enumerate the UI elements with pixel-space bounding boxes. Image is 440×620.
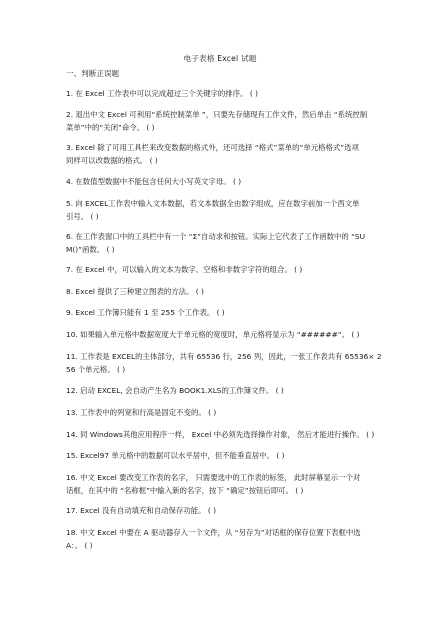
question-item (66, 450, 384, 463)
question-line: 10. 如果输入单元格中数据宽度大于单元格的宽度时，单元格将显示为 “######”。 ( ) (66, 330, 360, 339)
question-line: 13. 工作表中的列宽和行高是固定不变的。 ( ) (66, 408, 217, 417)
question-item (66, 472, 384, 497)
question-item (66, 176, 384, 189)
question-line: 6. 在工作表窗口中的工具栏中有一个 “Σ”自动求和按钮。实际上它代表了工作函数中的 “SU (66, 232, 366, 241)
question-line: 14. 同 Windows其他应用程序一样， Excel 中必须先选择操作对象， 然后才能进行操作。 ( ) (66, 430, 375, 439)
question-item (66, 429, 384, 442)
question-line: 话框，在其中的 “名称框”中输入新的名字，按下 “确定”按钮后即可。 ( ) (66, 485, 304, 495)
question-item (66, 264, 384, 277)
question-line: 56 个单元格。 ( ) (66, 364, 126, 374)
question-item (66, 198, 384, 223)
question-item (66, 505, 384, 518)
question-line: 同样可以改数据的格式。 ( ) (66, 155, 158, 165)
question-line: 7. 在 Excel 中，可以输入的文本为数字、空格和非数字字符的组合。 ( ) (66, 265, 303, 274)
question-line: 8. Excel 提供了三种建立图表的方法。 ( ) (66, 287, 204, 296)
question-line: 引号。 ( ) (66, 211, 99, 221)
question-line: 3. Excel 除了可用工具栏来改变数据的格式外，还可选择 “格式”菜单的“单元格格式”选项 (66, 143, 359, 152)
question-line: 9. Excel 工作簿只能有 1 至 255 个工作表。 ( ) (66, 308, 225, 317)
question-line: 11. 工作表是 EXCEL的主体部分，共有 65536 行，256 列，因此，一张工作表共有 65536× 2 (66, 352, 382, 361)
question-item (66, 329, 384, 342)
question-line: 16. 中文 Excel 要改变工作表的名字， 只需要选中的工作表的标签， 此时屏幕显示一个对 (66, 473, 361, 482)
question-line: 4. 在数值型数据中不能包含任何大小写英文字母。 ( ) (66, 177, 242, 186)
question-line: 5. 向 EXCEL工作表中输入文本数据，若文本数据全由数字组成，应在数字前加一个西文单 (66, 199, 360, 208)
document-title: 电子表格 Excel 试题 (183, 54, 257, 63)
section-heading: 一、判断正误题 (66, 69, 120, 78)
question-item (66, 527, 384, 552)
question-item (66, 142, 384, 167)
question-line: M()”函数。 ( ) (66, 244, 115, 254)
question-item (66, 231, 384, 256)
question-item (66, 286, 384, 299)
question-line: 18. 中文 Excel 中要在 A 驱动器存入一个文件，从 “另存为”对话框的保存位置下表框中选 (66, 528, 361, 537)
question-line: 15. Excel97 单元格中的数据可以水平居中，但不能垂直居中。 ( ) (66, 451, 285, 460)
question-line: 菜单”中的“关闭”命令。 ( ) (66, 122, 155, 132)
question-line: 12. 启动 EXCEL, 会自动产生名为 BOOK1.XLS的工作簿文件。 ( ) (66, 386, 284, 395)
question-item (66, 88, 384, 101)
question-item (66, 351, 384, 376)
question-line: A：。 ( ) (66, 540, 93, 550)
question-item (66, 109, 384, 134)
question-line: 2. 退出中文 Excel 可利用“系统控制菜单 ”，只要先存储现有工作文件，然后单击 “系统控制 (66, 110, 368, 119)
question-item (66, 307, 384, 320)
question-line: 17. Excel 没有自动填充和自动保存功能。 ( ) (66, 506, 216, 515)
question-line: 1. 在 Excel 工作表中可以完成超过三个关键字的排序。 ( ) (66, 89, 258, 98)
question-item (66, 385, 384, 398)
question-item (66, 407, 384, 420)
